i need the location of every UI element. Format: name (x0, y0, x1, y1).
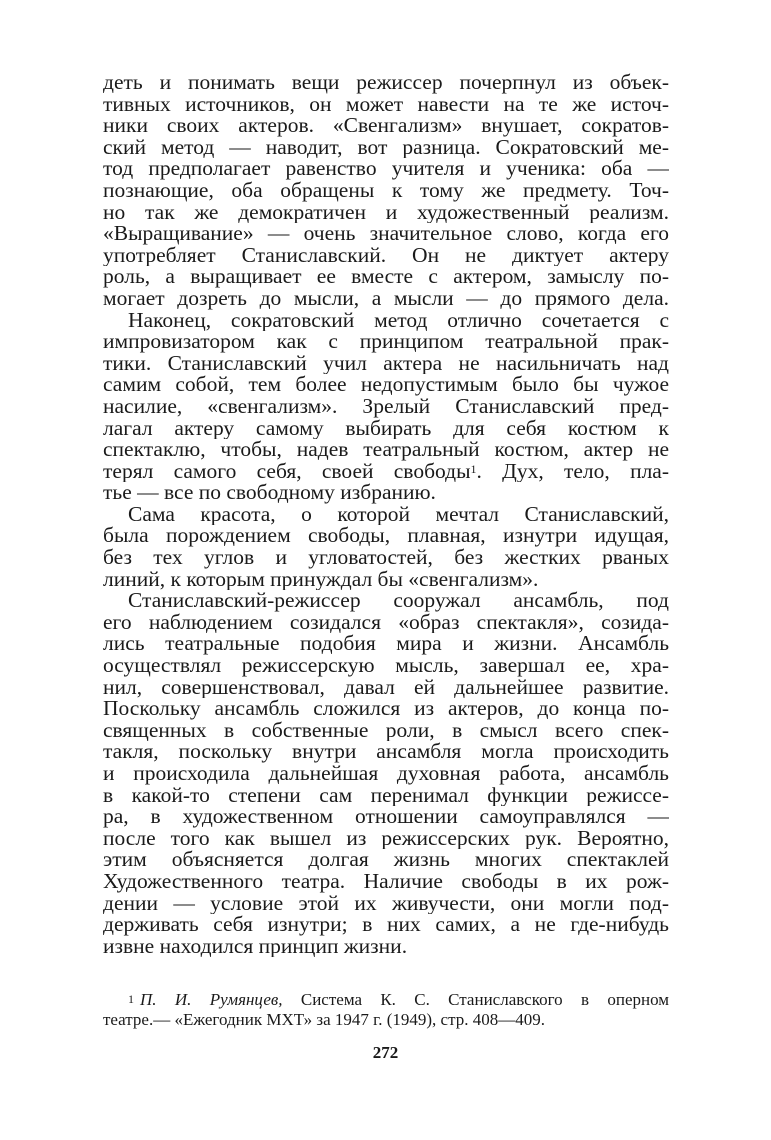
paragraph (103, 504, 669, 590)
paragraph (103, 590, 669, 957)
text-line: Наконец, сократовский метод отлично сочетается с (128, 309, 669, 332)
text-line: Художественного театра. Наличие свободы в их рож- (103, 870, 669, 893)
footnote (103, 990, 669, 1030)
text-line: после того как вышел из режиссерских рук. Вероятно, (103, 827, 669, 850)
text-line: осуществлял режиссерскую мысль, завершал ее, хра- (103, 655, 669, 677)
text-line: такля, поскольку внутри ансамбля могла происходить (103, 741, 669, 763)
text-line: дении — условие этой их живучести, они могли под- (103, 892, 669, 915)
footnote-number: 1 (128, 992, 134, 1006)
main-text (103, 72, 669, 957)
text-line: в какой-то степени сам перенимал функции режиссе- (103, 784, 669, 807)
text-line: могает дозреть до мысли, а мысли — до прямого дела. (103, 287, 669, 310)
text-line: Сама красота, о которой мечтал Станиславский, (128, 503, 669, 526)
text-line: терял самого себя, своей свободы$^1$. Дух, тело, пла- (103, 460, 669, 483)
text-line: но так же демократичен и художественный реализм. (103, 201, 669, 224)
text-line: этим объясняется долгая жизнь многих спектаклей (103, 849, 669, 871)
text-line: «Выращивание» — очень значительное слово, когда его (103, 223, 669, 245)
text-line: без тех углов и угловатостей, без жестких рваных (103, 547, 669, 569)
text-line: импровизатором как с принципом театральной прак- (103, 331, 669, 353)
text-line: ники своих актеров. «Свенгализм» внушает, сократов- (103, 115, 669, 137)
text-line: насилие, «свенгализм». Зрелый Станиславский пред- (103, 395, 669, 418)
paragraph (103, 72, 669, 310)
footnote-reference: 1 (470, 461, 477, 476)
text-line: роль, а выращивает ее вместе с актером, замыслу по- (103, 266, 669, 288)
text-line: лагал актеру самому выбирать для себя костюм к (103, 417, 669, 440)
text-line: самим собой, тем более недопустимым было бы чужое (103, 374, 669, 396)
text-line: Станиславский-режиссер сооружал ансамбль, под (128, 590, 669, 612)
paragraph (103, 310, 669, 504)
page-number: 272 (372, 1043, 399, 1062)
text-line: употребляет Станиславский. Он не диктует актеру (103, 244, 669, 267)
text-line: его наблюдением созидался «образ спектакля», созида- (103, 611, 669, 634)
text-line: линий, к которым принуждал бы «свенгализм». (103, 568, 539, 591)
text-line: Поскольку ансамбль сложился из актеров, до конца по- (103, 698, 669, 720)
text-line: деть и понимать вещи режиссер почерпнул из объек- (103, 72, 669, 94)
text-line: тье — все по свободному избранию. (103, 482, 436, 504)
text-line: тики. Станиславский учил актера не насильничать над (103, 352, 669, 375)
text-line: познающие, оба обращены к тому же предмету. Точ- (103, 179, 669, 202)
text-line: тод предполагает равенство учителя и ученика: оба — (103, 158, 669, 180)
text-line: была порождением свободы, плавная, изнутри идущая, (103, 525, 669, 548)
text-line: ский метод — наводит, вот разница. Сократовский ме- (103, 136, 669, 159)
text-line: нил, совершенствовал, давал ей дальнейшее развитие. (103, 676, 669, 699)
text-line: и происходила дальнейшая духовная работа, ансамбль (103, 763, 669, 785)
footnote-line: театре.— «Ежегодник МХТ» за 1947 г. (1949), стр. 408—409. (103, 1010, 545, 1029)
text-line: священных в собственные роли, в смысл всего спек- (103, 719, 669, 742)
footnote-line: $^1$ П. И. Румянцев, Система К. С. Станиславского в оперном (128, 990, 669, 1009)
text-line: спектаклю, чтобы, надев театральный костюм, актер не (103, 439, 669, 461)
text-line: ра, в художественном отношении самоуправлялся — (103, 806, 669, 828)
text-line: лись театральные подобия мира и жизни. Ансамбль (103, 633, 669, 656)
footnote-author: П. И. Румянцев, (140, 990, 283, 1009)
text-line: держивать себя изнутри; в них самих, а не где-нибудь (103, 914, 669, 936)
text-line: тивных источников, он может навести на те же источ- (103, 93, 669, 116)
text-line: извне находился принцип жизни. (103, 935, 408, 958)
